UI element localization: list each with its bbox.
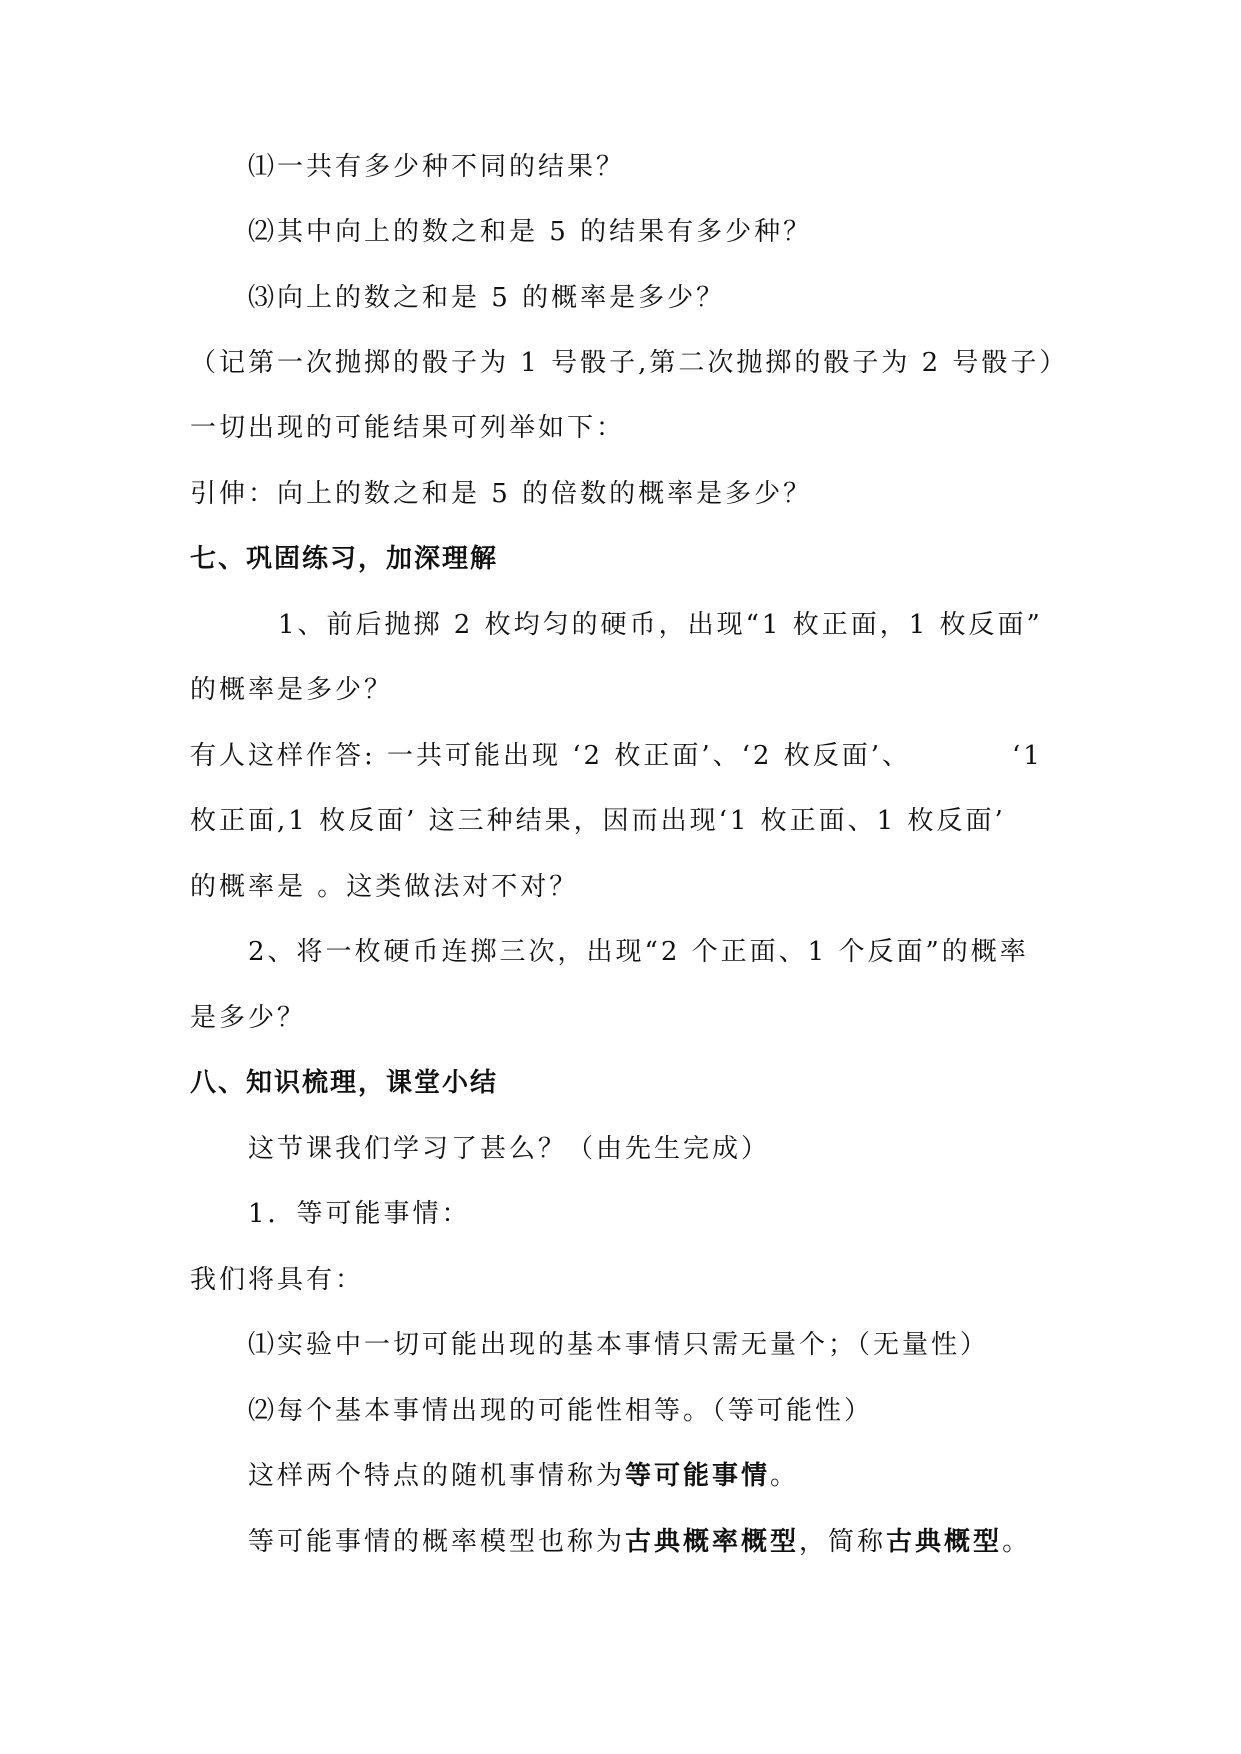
term-classical-model: 古典概型: [886, 1527, 1003, 1557]
section-heading-8: 八、知识梳理，课堂小结: [190, 1068, 499, 1098]
summary-have: 我们将具有：: [190, 1265, 365, 1295]
outcome-list-intro: 一切出现的可能结果可列举如下：: [190, 413, 626, 443]
classical-model-text: 等可能事情的概率模型也称为: [248, 1527, 626, 1557]
definition-text: 这样两个特点的随机事情称为: [248, 1461, 626, 1491]
definition-period: 。: [770, 1461, 800, 1491]
question-3: ⑶向上的数之和是 5 的概率是多少？: [248, 283, 726, 313]
section-heading-7: 七、巩固练习，加深理解: [190, 544, 499, 574]
definition-line: [248, 1459, 799, 1493]
exercise-1-line-5: 的概率是 。这类做法对不对？: [190, 872, 579, 902]
exercise-1-line-3-tail: ‘1: [1012, 741, 1043, 771]
classical-model-mid: ，简称: [799, 1527, 887, 1557]
property-2: ⑵每个基本事情出现的可能性相等。（等可能性）: [248, 1396, 874, 1426]
extension-question: 引伸：向上的数之和是 5 的倍数的概率是多少？: [190, 479, 813, 509]
question-1: ⑴一共有多少种不同的结果？: [248, 152, 626, 182]
exercise-2-line-2: 是多少？: [190, 1003, 307, 1033]
exercise-2-line-1: 2、将一枚硬币连掷三次，出现“2 个正面、1 个反面”的概率: [248, 937, 1029, 967]
classical-model-line: [248, 1525, 1031, 1559]
question-2: ⑵其中向上的数之和是 5 的结果有多少种？: [248, 217, 813, 247]
classical-model-period: 。: [1002, 1527, 1032, 1557]
term-equally-likely-event: 等可能事情: [625, 1461, 771, 1491]
exercise-1-line-4: 枚正面,1 枚反面’ 这三种结果，因而出现‘1 枚正面、1 枚反面’: [190, 806, 1006, 836]
dice-note: （记第一次抛掷的骰子为 1 号骰子,第二次抛掷的骰子为 2 号骰子）: [190, 348, 1069, 378]
exercise-1-line-3: 有人这样作答: 一共可能出现 ‘2 枚正面’、‘2 枚反面’、: [190, 741, 911, 771]
exercise-1-line-2: 的概率是多少？: [190, 675, 394, 705]
property-1: ⑴实验中一切可能出现的基本事情只需无量个；（无量性）: [248, 1330, 990, 1360]
exercise-1-line-1: 1、前后抛掷 2 枚均匀的硬币，出现“1 枚正面，1 枚反面”: [278, 610, 1043, 640]
summary-intro: 这节课我们学习了甚么？（由先生完成）: [248, 1134, 771, 1164]
summary-point-1: 1．等可能事情：: [248, 1199, 471, 1229]
term-classical-probability-model: 古典概率概型: [625, 1527, 800, 1557]
